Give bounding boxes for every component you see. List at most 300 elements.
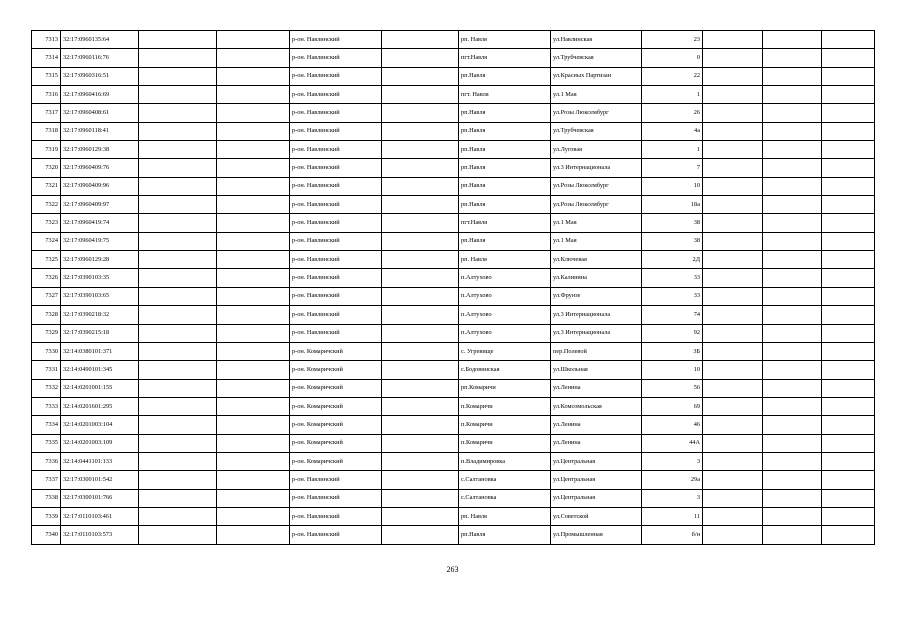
table-row [32, 86, 875, 104]
empty-cell [763, 177, 822, 195]
table-row [32, 471, 875, 489]
street-cell: ул.Розы Люксембург [551, 177, 642, 195]
house-number-cell: 2Д [642, 251, 703, 269]
house-number-cell: 46 [642, 416, 703, 434]
empty-cell [139, 49, 217, 67]
street-cell: ул.3 Интернационала [551, 306, 642, 324]
street-cell: ул.Ленина [551, 379, 642, 397]
district-cell: р-он. Навлинский [290, 526, 382, 544]
empty-cell [217, 177, 290, 195]
cadastral-number-cell: 32:17:0960408:61 [61, 104, 139, 122]
street-cell: ул.Калинина [551, 269, 642, 287]
empty-cell [703, 232, 763, 250]
cadastral-number-cell: 32:14:0201001:155 [61, 379, 139, 397]
house-number-cell: 74 [642, 306, 703, 324]
empty-cell [703, 67, 763, 85]
table-row [32, 177, 875, 195]
house-number-cell: 33 [642, 287, 703, 305]
empty-cell [822, 379, 875, 397]
settlement-cell: рп.Комаричи [459, 379, 551, 397]
empty-cell [139, 342, 217, 360]
cadastral-number-cell: 32:17:0960118:41 [61, 122, 139, 140]
district-cell: р-он. Навлинский [290, 251, 382, 269]
settlement-cell: рп. Навля [459, 31, 551, 49]
empty-cell [703, 141, 763, 159]
empty-cell [763, 86, 822, 104]
empty-cell [217, 86, 290, 104]
empty-cell [139, 159, 217, 177]
empty-cell [382, 67, 459, 85]
empty-cell [217, 416, 290, 434]
cadastral-number-cell: 32:17:0390103:35 [61, 269, 139, 287]
settlement-cell: рп.Навля [459, 159, 551, 177]
empty-cell [217, 141, 290, 159]
row-number-cell: 7337 [32, 471, 61, 489]
empty-cell [763, 471, 822, 489]
house-number-cell: 23 [642, 31, 703, 49]
empty-cell [382, 507, 459, 525]
table-row [32, 31, 875, 49]
district-cell: р-он. Навлинский [290, 49, 382, 67]
empty-cell [703, 251, 763, 269]
settlement-cell: пгт.Навля [459, 214, 551, 232]
house-number-cell: 33 [642, 269, 703, 287]
empty-cell [703, 416, 763, 434]
settlement-cell: рп.Навля [459, 232, 551, 250]
settlement-cell: п.Владимировка [459, 452, 551, 470]
street-cell: ул.Ленина [551, 416, 642, 434]
house-number-cell: 69 [642, 397, 703, 415]
empty-cell [703, 196, 763, 214]
empty-cell [703, 361, 763, 379]
empty-cell [822, 269, 875, 287]
district-cell: р-он. Навлинский [290, 214, 382, 232]
empty-cell [763, 361, 822, 379]
district-cell: р-он. Навлинский [290, 489, 382, 507]
empty-cell [139, 379, 217, 397]
empty-cell [217, 452, 290, 470]
empty-cell [763, 196, 822, 214]
table-row [32, 452, 875, 470]
row-number-cell: 7330 [32, 342, 61, 360]
empty-cell [763, 342, 822, 360]
row-number-cell: 7317 [32, 104, 61, 122]
empty-cell [763, 122, 822, 140]
empty-cell [139, 452, 217, 470]
street-cell: ул.Промышленная [551, 526, 642, 544]
street-cell: ул.Центральная [551, 489, 642, 507]
settlement-cell: п.Алтухово [459, 269, 551, 287]
empty-cell [763, 397, 822, 415]
empty-cell [217, 361, 290, 379]
empty-cell [217, 471, 290, 489]
empty-cell [703, 49, 763, 67]
table-row [32, 49, 875, 67]
street-cell: ул.Розы Люксембург [551, 104, 642, 122]
district-cell: р-он. Навлинский [290, 141, 382, 159]
empty-cell [703, 287, 763, 305]
empty-cell [763, 31, 822, 49]
row-number-cell: 7318 [32, 122, 61, 140]
cadastral-number-cell: 32:14:0380101:371 [61, 342, 139, 360]
empty-cell [822, 232, 875, 250]
empty-cell [763, 141, 822, 159]
row-number-cell: 7323 [32, 214, 61, 232]
empty-cell [703, 397, 763, 415]
district-cell: р-он. Навлинский [290, 86, 382, 104]
table-row [32, 287, 875, 305]
empty-cell [763, 159, 822, 177]
district-cell: р-он. Навлинский [290, 471, 382, 489]
street-cell: ул.Фрунзе [551, 287, 642, 305]
empty-cell [763, 269, 822, 287]
table-row [32, 306, 875, 324]
empty-cell [139, 31, 217, 49]
row-number-cell: 7335 [32, 434, 61, 452]
settlement-cell: рп.Навля [459, 526, 551, 544]
street-cell: ул.Трубчевская [551, 122, 642, 140]
house-number-cell: 10 [642, 177, 703, 195]
settlement-cell: п.Алтухово [459, 324, 551, 342]
street-cell: ул.Комсомольская [551, 397, 642, 415]
street-cell: ул.Навлинская [551, 31, 642, 49]
empty-cell [382, 251, 459, 269]
district-cell: р-он. Навлинский [290, 306, 382, 324]
house-number-cell: 11 [642, 507, 703, 525]
settlement-cell: с.Бодовинская [459, 361, 551, 379]
house-number-cell: 18а [642, 196, 703, 214]
house-number-cell: 1 [642, 86, 703, 104]
empty-cell [217, 104, 290, 122]
empty-cell [139, 196, 217, 214]
street-cell: ул.Советской [551, 507, 642, 525]
settlement-cell: с.Салтановка [459, 471, 551, 489]
table-row [32, 489, 875, 507]
empty-cell [763, 452, 822, 470]
settlement-cell: с. Угревище [459, 342, 551, 360]
street-cell: ул.Школьная [551, 361, 642, 379]
empty-cell [822, 251, 875, 269]
cadastral-number-cell: 32:17:0960419:74 [61, 214, 139, 232]
house-number-cell: 1 [642, 141, 703, 159]
row-number-cell: 7333 [32, 397, 61, 415]
row-number-cell: 7329 [32, 324, 61, 342]
empty-cell [139, 67, 217, 85]
cadastral-number-cell: 32:17:0300101:542 [61, 471, 139, 489]
settlement-cell: рп. Навля [459, 507, 551, 525]
street-cell: ул.Розы Люксембург [551, 196, 642, 214]
empty-cell [217, 397, 290, 415]
empty-cell [217, 324, 290, 342]
empty-cell [822, 214, 875, 232]
empty-cell [763, 434, 822, 452]
empty-cell [763, 287, 822, 305]
empty-cell [822, 471, 875, 489]
row-number-cell: 7322 [32, 196, 61, 214]
empty-cell [703, 526, 763, 544]
cadastral-number-cell: 32:17:0110103:461 [61, 507, 139, 525]
empty-cell [217, 251, 290, 269]
empty-cell [822, 67, 875, 85]
cadastral-number-cell: 32:17:0390103:65 [61, 287, 139, 305]
empty-cell [703, 452, 763, 470]
district-cell: р-он. Комаричский [290, 342, 382, 360]
house-number-cell: 38 [642, 232, 703, 250]
empty-cell [822, 361, 875, 379]
empty-cell [703, 159, 763, 177]
settlement-cell: рп.Навля [459, 122, 551, 140]
house-number-cell: 10 [642, 361, 703, 379]
table-row [32, 141, 875, 159]
empty-cell [217, 507, 290, 525]
district-cell: р-он. Комаричский [290, 397, 382, 415]
street-cell: ул.1 Мая [551, 86, 642, 104]
district-cell: р-он. Навлинский [290, 177, 382, 195]
street-cell: ул.1 Мая [551, 232, 642, 250]
empty-cell [217, 379, 290, 397]
empty-cell [822, 526, 875, 544]
empty-cell [703, 269, 763, 287]
settlement-cell: п.Комаричи [459, 397, 551, 415]
empty-cell [703, 324, 763, 342]
empty-cell [822, 397, 875, 415]
cadastral-number-cell: 32:14:0201601:295 [61, 397, 139, 415]
empty-cell [217, 489, 290, 507]
settlement-cell: рп.Навля [459, 67, 551, 85]
cadastral-number-cell: 32:17:0960129:38 [61, 141, 139, 159]
table-row [32, 324, 875, 342]
empty-cell [139, 306, 217, 324]
empty-cell [382, 306, 459, 324]
table-row [32, 159, 875, 177]
empty-cell [139, 104, 217, 122]
table-row [32, 196, 875, 214]
empty-cell [822, 122, 875, 140]
cadastral-number-cell: 32:17:0960416:69 [61, 86, 139, 104]
settlement-cell: п.Алтухово [459, 287, 551, 305]
row-number-cell: 7332 [32, 379, 61, 397]
table-row [32, 361, 875, 379]
empty-cell [703, 214, 763, 232]
house-number-cell: 29а [642, 471, 703, 489]
empty-cell [703, 86, 763, 104]
empty-cell [822, 434, 875, 452]
house-number-cell: 0 [642, 49, 703, 67]
empty-cell [763, 251, 822, 269]
district-cell: р-он. Комаричский [290, 452, 382, 470]
empty-cell [822, 287, 875, 305]
empty-cell [382, 86, 459, 104]
house-number-cell: 4а [642, 122, 703, 140]
district-cell: р-он. Навлинский [290, 269, 382, 287]
street-cell: ул.Луговая [551, 141, 642, 159]
empty-cell [139, 471, 217, 489]
empty-cell [217, 526, 290, 544]
empty-cell [763, 232, 822, 250]
empty-cell [139, 177, 217, 195]
district-cell: р-он. Навлинский [290, 324, 382, 342]
empty-cell [763, 379, 822, 397]
street-cell: пер.Полевой [551, 342, 642, 360]
table-row [32, 67, 875, 85]
house-number-cell: 7 [642, 159, 703, 177]
settlement-cell: пгт.Навля [459, 49, 551, 67]
street-cell: ул.Ленина [551, 434, 642, 452]
district-cell: р-он. Навлинский [290, 196, 382, 214]
street-cell: ул.3 Интернационала [551, 324, 642, 342]
empty-cell [382, 269, 459, 287]
empty-cell [822, 86, 875, 104]
page-number: 263 [446, 565, 459, 574]
empty-cell [382, 232, 459, 250]
empty-cell [763, 507, 822, 525]
empty-cell [139, 214, 217, 232]
empty-cell [703, 507, 763, 525]
empty-cell [139, 361, 217, 379]
table-row [32, 251, 875, 269]
row-number-cell: 7328 [32, 306, 61, 324]
district-cell: р-он. Навлинский [290, 31, 382, 49]
row-number-cell: 7340 [32, 526, 61, 544]
empty-cell [703, 177, 763, 195]
empty-cell [822, 507, 875, 525]
empty-cell [217, 31, 290, 49]
table-row [32, 397, 875, 415]
cadastral-number-cell: 32:17:0390215:18 [61, 324, 139, 342]
empty-cell [822, 159, 875, 177]
empty-cell [703, 306, 763, 324]
district-cell: р-он. Навлинский [290, 507, 382, 525]
house-number-cell: 56 [642, 379, 703, 397]
empty-cell [217, 232, 290, 250]
row-number-cell: 7338 [32, 489, 61, 507]
district-cell: р-он. Комаричский [290, 434, 382, 452]
row-number-cell: 7326 [32, 269, 61, 287]
row-number-cell: 7315 [32, 67, 61, 85]
district-cell: р-он. Навлинский [290, 287, 382, 305]
settlement-cell: п.Алтухово [459, 306, 551, 324]
empty-cell [382, 471, 459, 489]
district-cell: р-он. Комаричский [290, 361, 382, 379]
table-row [32, 507, 875, 525]
empty-cell [703, 104, 763, 122]
empty-cell [139, 397, 217, 415]
row-number-cell: 7316 [32, 86, 61, 104]
empty-cell [703, 489, 763, 507]
settlement-cell: рп.Навля [459, 104, 551, 122]
empty-cell [382, 342, 459, 360]
empty-cell [763, 67, 822, 85]
empty-cell [763, 489, 822, 507]
empty-cell [822, 324, 875, 342]
empty-cell [382, 49, 459, 67]
row-number-cell: 7324 [32, 232, 61, 250]
row-number-cell: 7314 [32, 49, 61, 67]
row-number-cell: 7334 [32, 416, 61, 434]
empty-cell [139, 251, 217, 269]
empty-cell [382, 159, 459, 177]
table-row [32, 526, 875, 544]
empty-cell [139, 86, 217, 104]
empty-cell [763, 104, 822, 122]
house-number-cell: 44А [642, 434, 703, 452]
empty-cell [763, 214, 822, 232]
empty-cell [382, 214, 459, 232]
house-number-cell: 22 [642, 67, 703, 85]
street-cell: ул.Ключевая [551, 251, 642, 269]
table-row [32, 232, 875, 250]
empty-cell [382, 177, 459, 195]
cadastral-number-cell: 32:17:0960316:51 [61, 67, 139, 85]
empty-cell [217, 269, 290, 287]
empty-cell [139, 526, 217, 544]
house-number-cell: 92 [642, 324, 703, 342]
table-row [32, 434, 875, 452]
settlement-cell: п.Комаричи [459, 434, 551, 452]
empty-cell [822, 177, 875, 195]
cadastral-number-cell: 32:17:0960409:96 [61, 177, 139, 195]
empty-cell [382, 324, 459, 342]
empty-cell [822, 452, 875, 470]
empty-cell [382, 452, 459, 470]
empty-cell [703, 342, 763, 360]
cadastral-number-cell: 32:14:0441101:133 [61, 452, 139, 470]
empty-cell [139, 434, 217, 452]
district-cell: р-он. Навлинский [290, 159, 382, 177]
empty-cell [382, 287, 459, 305]
cadastral-number-cell: 32:17:0110103:573 [61, 526, 139, 544]
row-number-cell: 7327 [32, 287, 61, 305]
empty-cell [822, 49, 875, 67]
district-cell: р-он. Навлинский [290, 67, 382, 85]
settlement-cell: рп.Навля [459, 141, 551, 159]
empty-cell [382, 104, 459, 122]
empty-cell [382, 122, 459, 140]
empty-cell [763, 324, 822, 342]
empty-cell [382, 379, 459, 397]
row-number-cell: 7339 [32, 507, 61, 525]
empty-cell [763, 416, 822, 434]
empty-cell [139, 232, 217, 250]
empty-cell [382, 489, 459, 507]
cadastral-number-cell: 32:17:0960129:28 [61, 251, 139, 269]
row-number-cell: 7331 [32, 361, 61, 379]
cadastral-number-cell: 32:17:0960409:76 [61, 159, 139, 177]
empty-cell [382, 526, 459, 544]
street-cell: ул.Центральная [551, 471, 642, 489]
empty-cell [217, 159, 290, 177]
settlement-cell: рп.Навля [459, 196, 551, 214]
empty-cell [382, 141, 459, 159]
house-number-cell: 3Б [642, 342, 703, 360]
house-number-cell: 3 [642, 489, 703, 507]
cadastral-number-cell: 32:17:0960419:75 [61, 232, 139, 250]
empty-cell [217, 342, 290, 360]
empty-cell [382, 31, 459, 49]
empty-cell [217, 196, 290, 214]
cadastral-number-cell: 32:14:0490101:345 [61, 361, 139, 379]
empty-cell [822, 342, 875, 360]
empty-cell [139, 489, 217, 507]
empty-cell [217, 49, 290, 67]
empty-cell [139, 269, 217, 287]
empty-cell [703, 471, 763, 489]
empty-cell [822, 31, 875, 49]
table-row [32, 214, 875, 232]
district-cell: р-он. Навлинский [290, 232, 382, 250]
table-row [32, 342, 875, 360]
empty-cell [217, 287, 290, 305]
